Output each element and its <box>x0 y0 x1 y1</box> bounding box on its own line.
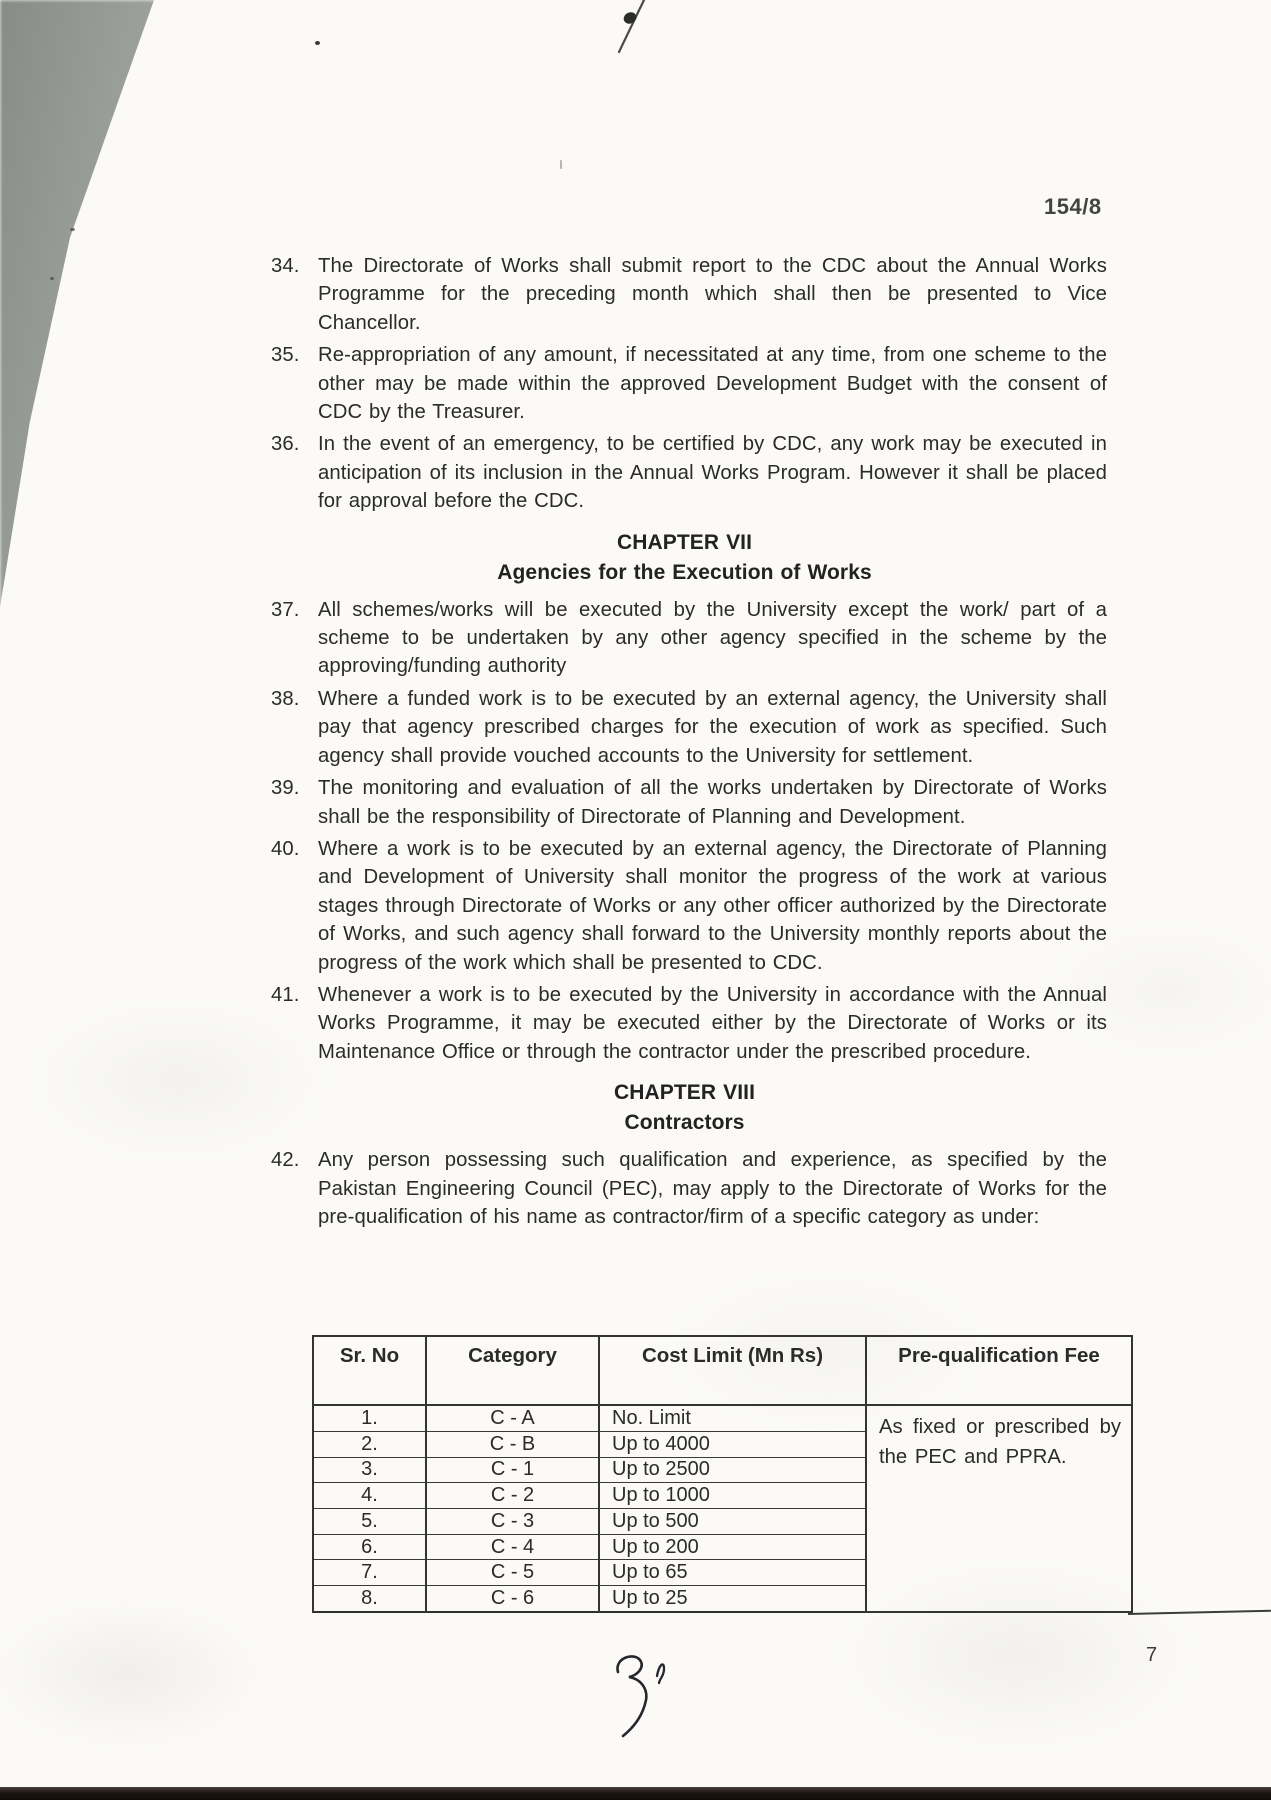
clause-text: The Directorate of Works shall submit report to the CDC about the Annual Works Programme for the preceding month which shall then be presented to Vice Chancellor. <box>318 255 1107 334</box>
sr-no-cell: 5. <box>313 1508 426 1534</box>
clause-41 <box>271 981 1107 1066</box>
cost-limit-cell: Up to 65 <box>599 1560 866 1586</box>
sr-no-cell: 6. <box>313 1534 426 1560</box>
category-cell: C - 5 <box>426 1560 599 1586</box>
clause-number: 37. <box>271 598 300 621</box>
category-cell: C - 2 <box>426 1483 599 1509</box>
clause-40 <box>271 835 1107 977</box>
sr-no-cell: 4. <box>313 1483 426 1509</box>
category-cell: C - B <box>426 1431 599 1457</box>
clause-number: 40. <box>271 837 300 860</box>
clause-text: Any person possessing such qualification and experience, as specified by the Pakistan Engineering Council (PEC), may apply to the Directorate of Works for the pre-qualification of his name as contractor/firm of a specific category as under: <box>318 1149 1107 1228</box>
clause-text: All schemes/works will be executed by the University except the work/ part of a scheme to be undertaken by any other agency specified in the scheme by the approving/funding authority <box>318 598 1107 678</box>
chapter-subtitle: Contractors <box>624 1111 745 1135</box>
category-cell: C - 1 <box>426 1457 599 1483</box>
clause-text: Where a funded work is to be executed by an external agency, the University shall pay that agency prescribed charges for the execution of work as specified. Such agency shall provide vouched accounts to the University for settlement. <box>318 687 1107 767</box>
document-reference: 154/8 <box>1044 194 1102 219</box>
clause-text: In the event of an emergency, to be certified by CDC, any work may be executed in anticipation of its inclusion in the Annual Works Program. However it shall be placed for approval before the CDC. <box>318 433 1107 513</box>
sr-no-cell: 2. <box>313 1431 426 1457</box>
sr-no-cell: 7. <box>313 1560 426 1586</box>
category-cell: C - 6 <box>426 1586 599 1612</box>
scan-shadow-wedge <box>0 0 175 660</box>
clause-number: 39. <box>271 777 300 800</box>
cost-limit-cell: Up to 1000 <box>599 1483 866 1509</box>
ink-speck <box>70 228 75 231</box>
signature-scribble <box>602 1652 682 1744</box>
category-cell: C - A <box>426 1405 599 1431</box>
ink-speck <box>50 277 54 280</box>
clause-35 <box>271 341 1107 426</box>
cost-limit-cell: Up to 4000 <box>599 1431 866 1457</box>
chapter-vii-heading <box>318 528 1051 588</box>
chapter-title: CHAPTER VII <box>616 530 753 554</box>
table-row <box>313 1405 1132 1431</box>
clause-number: 34. <box>271 255 300 277</box>
sr-no-cell: 1. <box>313 1405 426 1431</box>
clause-number: 35. <box>271 344 300 367</box>
clause-number: 42. <box>271 1149 300 1172</box>
header-sr-no: Sr. No <box>313 1336 426 1405</box>
category-cell: C - 3 <box>426 1508 599 1534</box>
clause-38 <box>271 685 1107 770</box>
cost-limit-cell: Up to 2500 <box>599 1457 866 1483</box>
clause-39 <box>271 774 1107 831</box>
document-body <box>271 252 1107 1235</box>
header-cost-limit: Cost Limit (Mn Rs) <box>599 1336 866 1405</box>
clause-42 <box>271 1146 1107 1231</box>
clause-text: Whenever a work is to be executed by the University in accordance with the Annual Works Programme, it may be executed either by the Directorate of Works or its Maintenance Office or through the contractor under the prescribed procedure. <box>318 983 1107 1063</box>
clause-text: The monitoring and evaluation of all the works undertaken by Directorate of Works shall be the responsibility of Directorate of Planning and Development. <box>318 777 1107 828</box>
cost-limit-cell: Up to 200 <box>599 1534 866 1560</box>
scan-edge-band <box>0 1787 1271 1800</box>
clause-number: 38. <box>271 687 300 710</box>
table-border-extension-line <box>1128 1610 1271 1616</box>
clause-number: 36. <box>271 433 300 456</box>
category-cell: C - 4 <box>426 1534 599 1560</box>
fee-note-cell: As fixed or prescribed by the PEC and PPRA. <box>866 1405 1132 1612</box>
page-number: 7 <box>1146 1644 1158 1666</box>
clause-34 <box>271 252 1107 337</box>
contractor-categories-table <box>312 1335 1133 1613</box>
clause-text: Where a work is to be executed by an external agency, the Directorate of Planning and Development of University shall monitor the progress of the work at various stages through Directorate of Works or any other officer authorized by the Directorate of Works, and such agency shall forward to the University monthly reports about the progress of the work which shall be presented to CDC. <box>318 837 1107 974</box>
ink-speck <box>315 41 320 45</box>
sr-no-cell: 8. <box>313 1586 426 1612</box>
pen-stroke-artifact <box>598 0 658 62</box>
ink-speck <box>560 160 562 169</box>
chapter-viii-heading <box>318 1078 1051 1138</box>
chapter-subtitle: Agencies for the Execution of Works <box>497 560 872 584</box>
sr-no-cell: 3. <box>313 1457 426 1483</box>
clause-number: 41. <box>271 983 300 1006</box>
header-prequalification-fee: Pre-qualification Fee <box>866 1336 1132 1405</box>
cost-limit-cell: Up to 500 <box>599 1508 866 1534</box>
table-header-row <box>313 1336 1132 1405</box>
header-category: Category <box>426 1336 599 1405</box>
cost-limit-cell: Up to 25 <box>599 1586 866 1612</box>
clause-36 <box>271 430 1107 515</box>
chapter-title: CHAPTER VIII <box>613 1081 756 1105</box>
clause-text: Re-appropriation of any amount, if necessitated at any time, from one scheme to the other may be made within the approved Development Budget with the consent of CDC by the Treasurer. <box>318 344 1107 424</box>
cost-limit-cell: No. Limit <box>599 1405 866 1431</box>
clause-37 <box>271 596 1107 681</box>
